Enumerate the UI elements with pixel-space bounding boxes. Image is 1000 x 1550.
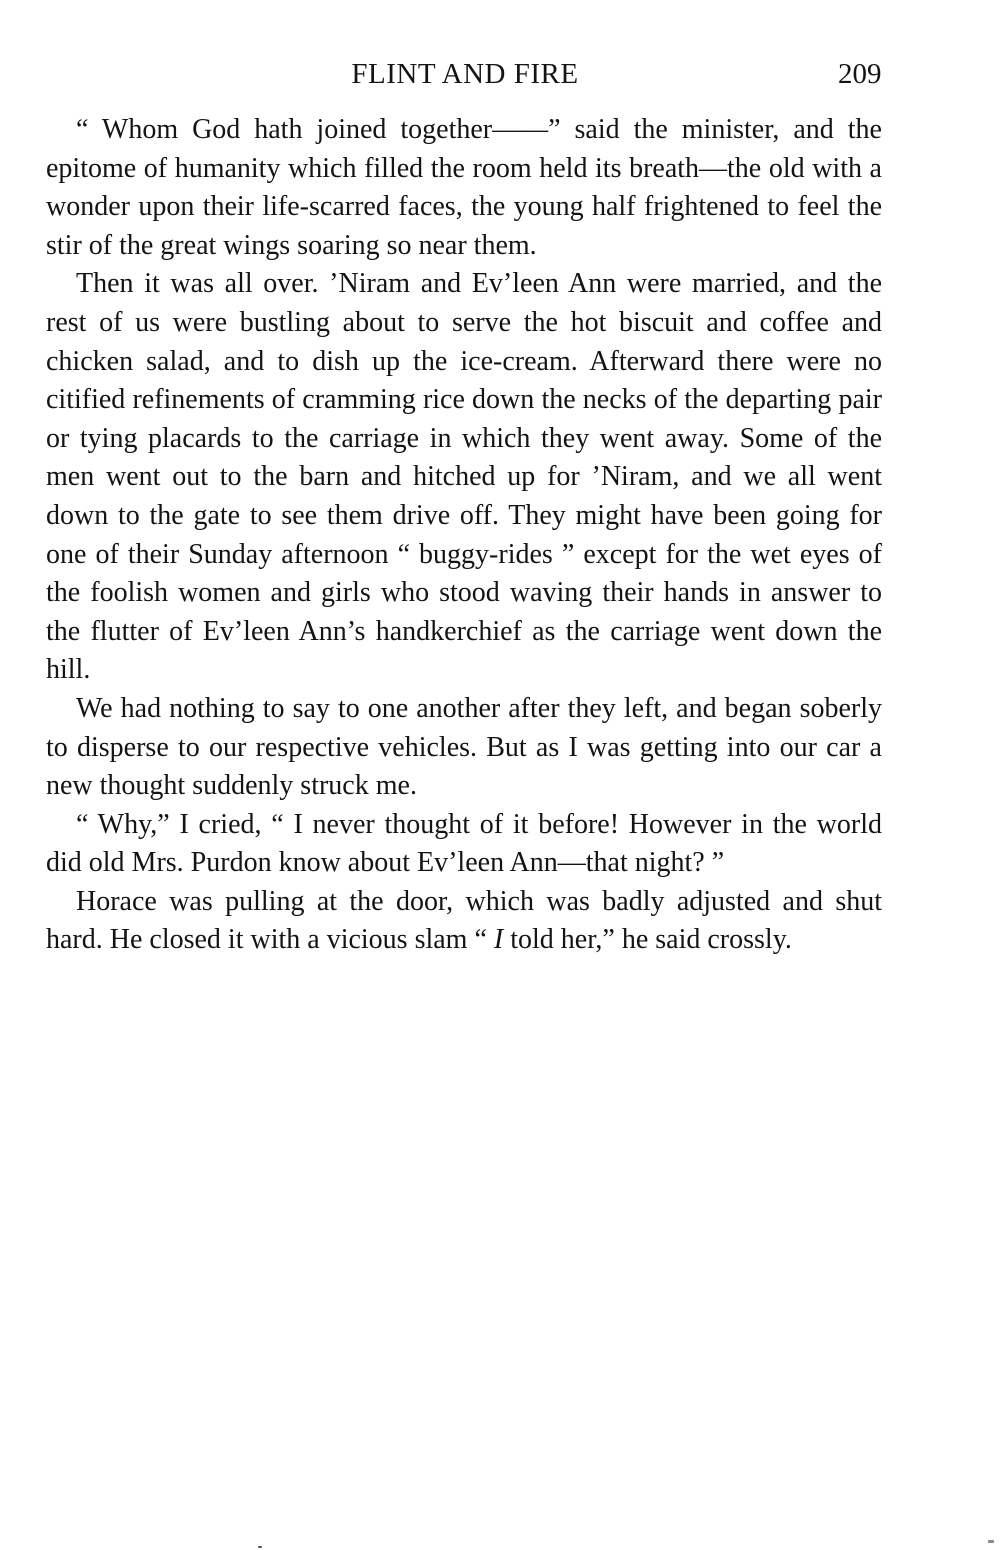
body-text (46, 111, 882, 960)
running-head (0, 54, 1000, 94)
scan-speck (988, 1540, 994, 1543)
reply-text-after: told her,” he said crossly. (503, 924, 792, 956)
reply-emphasis: I (493, 924, 504, 956)
running-title: FLINT AND FIRE (351, 58, 579, 90)
reply-text-before: Horace was pulling at the door, which was badly adjusted and shut hard. He closed it with a vicious slam “ (46, 885, 882, 956)
scan-speck (258, 1546, 262, 1548)
paragraph-departure: Then it was all over. ’Niram and Ev’leen Ann were married, and the rest of us were bustling about to serve the hot biscuit and coffee and chicken salad, and to dish up the ice-cream. Afterward there were no citified refinements of cramming rice down the necks of the departing pair or tying placards to the carriage in which they went away. Some of the men went out to the barn and hitched up for ’Niram, and we all went down to the gate to see them drive off. They might have been going for one of their Sunday afternoon “ buggy-rides ” except for the wet eyes of the foolish women and girls who stood waving their hands in answer to the flutter of Ev’leen Ann’s handkerchief as the carriage went down the hill. (46, 268, 882, 686)
paragraph-horace-reply (46, 883, 882, 960)
paragraph-wedding-vows: “ Whom God hath joined together——” said the minister, and the epitome of humanity which filled the room held its breath—the old with a wonder upon their life-scarred faces, the young half frightened to feel the stir of the great wings soaring so near them. (46, 114, 882, 261)
page-number: 209 (838, 58, 882, 90)
paragraph-question: “ Why,” I cried, “ I never thought of it before! However in the world did old Mrs. Purdon know about Ev’leen Ann—that night? ” (46, 808, 882, 879)
paragraph-dispersal: We had nothing to say to one another after they left, and began soberly to disperse to our respective vehicles. But as I was getting into our car a new thought suddenly struck me. (46, 692, 882, 802)
